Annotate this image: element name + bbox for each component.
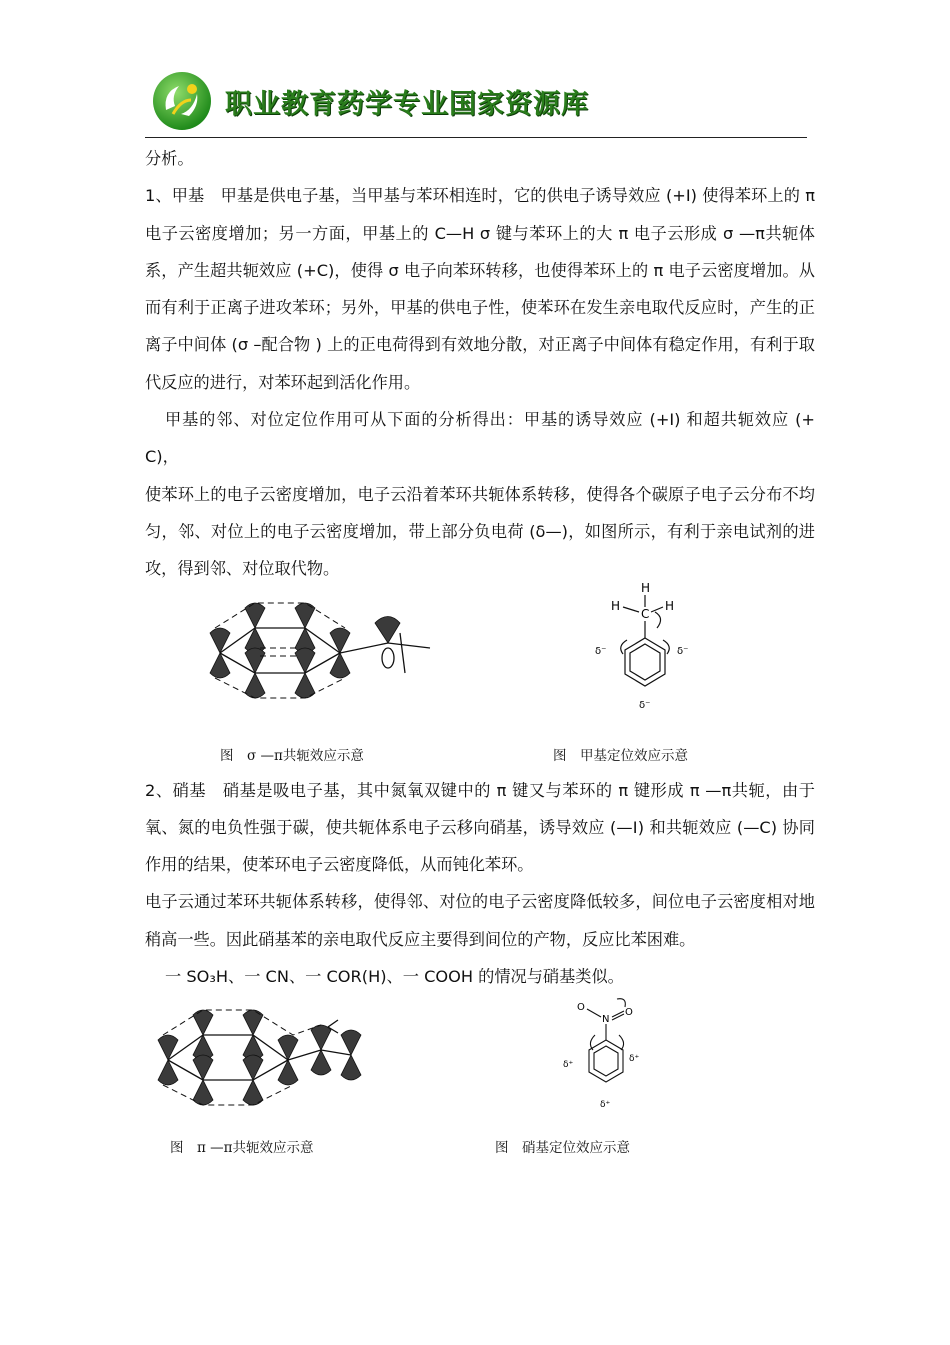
page-header [145, 68, 807, 138]
figure-caption: 图 π —π共轭效应示意 [170, 1140, 314, 1157]
document-body [145, 140, 815, 1164]
brand-title: 职业教育药学专业国家资源库 [225, 89, 589, 120]
paragraph: 电子云通过苯环共轭体系转移，使得邻、对位的电子云密度降低较多，间位电子云密度相对地稍高一些。因此硝基苯的亲电取代反应主要得到间位的产物，反应比苯困难。 [145, 892, 815, 949]
atom-H: H [665, 598, 675, 613]
delta-label: δ⁺ [600, 1100, 611, 1111]
delta-label: δ⁻ [639, 699, 651, 711]
atom-O: O [577, 1002, 585, 1014]
paragraph: 1、甲基 甲基是供电子基，当甲基与苯环相连时，它的供电子诱导效应 (+I) 使得苯环上的 π 电子云密度增加；另一方面，甲基上的 C—H σ 键与苯环上的大 π 电子云形成 σ —π共轭体系，产生超共轭效应 (+C)，使得 σ 电子向苯环转移，也使得苯环上的 π 电子云密度增加。从而有利于正离子进攻苯环；另外，甲基的供电子性，使苯环在发生亲电取代反应时，产生的正离子中间体 (σ –配合物 ) 上的正电荷得到有效地分散，对正离子中间体有稳定作用，有利于取代反应的进行，对苯环起到活化作用。 [145, 186, 815, 392]
atom-O: O [625, 1007, 633, 1019]
delta-label: δ⁻ [595, 645, 607, 657]
figure-caption: 图 σ —π共轭效应示意 [220, 747, 364, 764]
delta-label: δ⁺ [563, 1060, 574, 1071]
atom-N: N [602, 1014, 610, 1026]
caption-row-2 [145, 1130, 815, 1164]
pi-pi-conjugation-figure [153, 995, 383, 1120]
delta-label: δ⁺ [629, 1054, 640, 1065]
paragraph: 分析。 [145, 149, 194, 168]
atom-H: H [611, 598, 621, 613]
delta-label: δ⁻ [677, 645, 689, 657]
paragraph: 一 SO₃H、一 CN、一 COR(H)、一 COOH 的情况与硝基类似。 [165, 967, 624, 987]
figure-row-2 [145, 995, 815, 1130]
logo-icon [151, 70, 213, 132]
figure-caption: 图 甲基定位效应示意 [553, 747, 688, 764]
figure-caption: 图 硝基定位效应示意 [495, 1140, 630, 1157]
nitro-directing-figure [555, 995, 665, 1125]
figure-row-1 [145, 580, 815, 738]
paragraph: 甲基的邻、对位定位作用可从下面的分析得出：甲基的诱导效应 (+I) 和超共轭效应 (+C)， [145, 410, 815, 467]
atom-H: H [641, 580, 651, 595]
atom-C: C [641, 606, 650, 621]
methyl-directing-figure [585, 578, 705, 718]
paragraph: 使苯环上的电子云密度增加，电子云沿着苯环共轭体系转移，使得各个碳原子电子云分布不均匀，邻、对位上的电子云密度增加，带上部分负电荷 (δ—)，如图所示，有利于亲电试剂的进攻，得到邻、对位取代物。 [145, 484, 815, 579]
paragraph: 2、硝基 硝基是吸电子基，其中氮氧双键中的 π 键又与苯环的 π 键形成 π —π共轭，由于氧、氮的电负性强于碳，使共轭体系电子云移向硝基，诱导效应 (—Ⅰ) 和共轭效应 (—C) 协同作用的结果，使苯环电子云密度降低，从而钝化苯环。 [145, 780, 815, 875]
sigma-pi-conjugation-figure [200, 578, 490, 718]
header-divider [145, 137, 807, 138]
caption-row-1 [145, 738, 815, 772]
